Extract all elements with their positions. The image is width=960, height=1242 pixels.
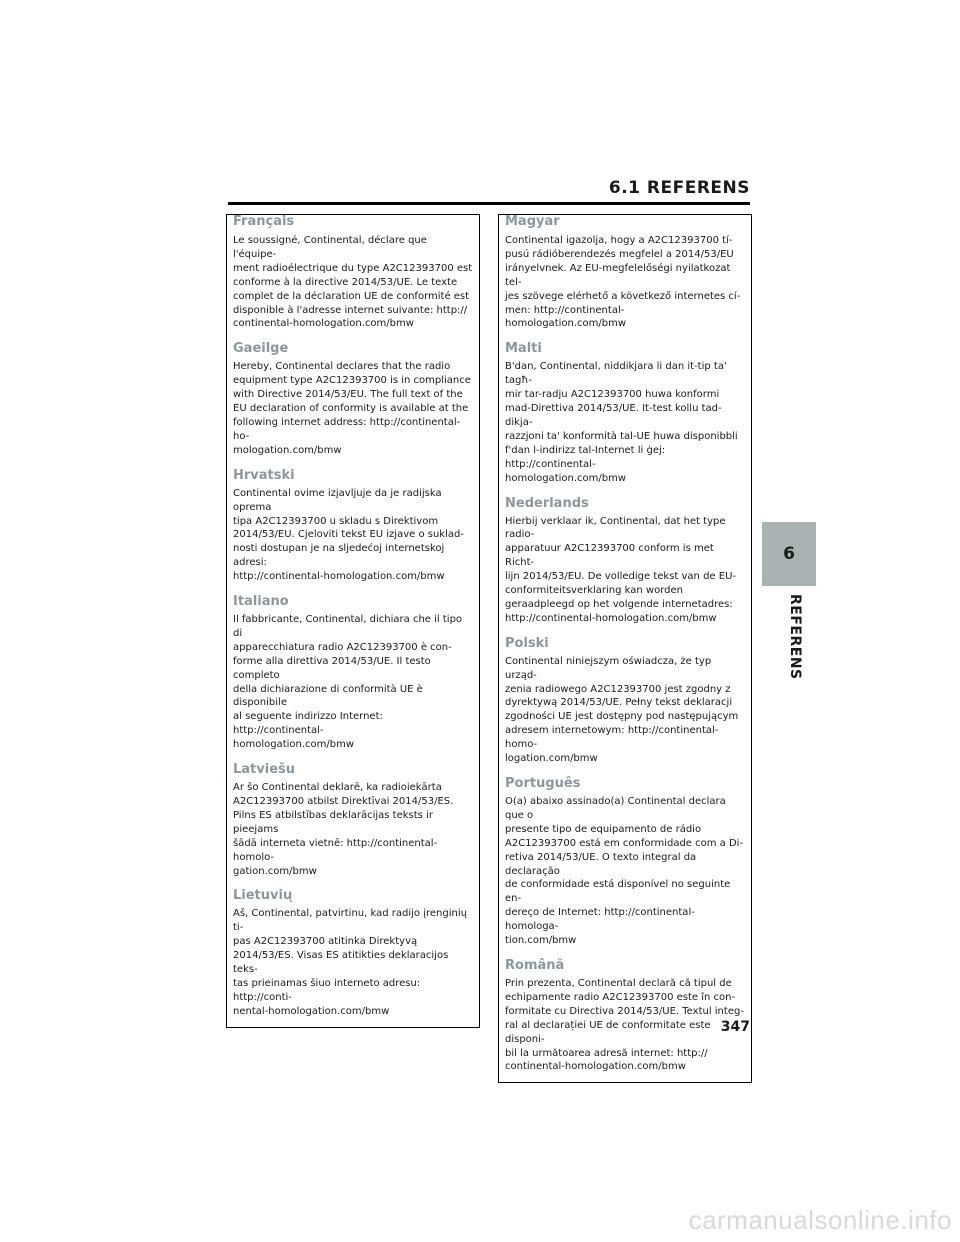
left-column — [226, 214, 480, 1028]
header-rule — [228, 202, 750, 205]
right-column — [498, 214, 752, 1083]
section-body: O(a) abaixo assinado(a) Continental declara que o presente tipo de equipamento de rádio A2C12393700 está em conformidade com a Di- retiva 2014/53/UE. O texto integral da declaração de conformidade está disponível no seguinte en- dereço de Internet: http://continental-homologa- tion.com/bmw — [505, 796, 744, 947]
watermark: carmanualsonline.info — [688, 1205, 952, 1235]
section-body: Prin prezenta, Continental declară că tipul de echipamente radio A2C12393700 este în con- formitate cu Directiva 2014/53/UE. Textul integ- ral al declarației UE de conformitate este disponi- bil la următoarea adresă internet: http:// continental-homologation.com/bmw — [505, 977, 744, 1073]
section-portugues — [505, 776, 745, 948]
section-body: Continental niniejszym oświadcza, że typ urząd- zenia radiowego A2C12393700 jest zgodny z dyrektywą 2014/53/UE. Pełny tekst deklaracji zgodności UE jest dostępny pod następującym adresem internetowym: http://continental-homo- logation.com/bmw — [505, 655, 739, 765]
section-latviesu — [233, 762, 473, 878]
header-title: 6.1 REFERENS — [608, 178, 750, 198]
section-heading: Malti — [505, 341, 542, 357]
section-heading: Magyar — [505, 214, 560, 229]
section-heading: Italiano — [233, 594, 289, 610]
section-nederlands — [505, 496, 745, 626]
section-body: Hereby, Continental declares that the radio equipment type A2C12393700 is in compliance with Directive 2014/53/EU. The full text of the EU declaration of conformity is available at the following internet address: http://continental-ho- mologation.com/bmw — [233, 361, 471, 456]
section-body: Hierbij verklaar ik, Continental, dat het type radio- apparatuur A2C12393700 conform is met Richt- lijn 2014/53/EU. De volledige tekst van de EU- conformiteitsverklaring kan worden geraadpleegd op het volgende internetadres: http://continental-homologation.com/bmw — [505, 515, 737, 624]
section-gaeilge — [233, 341, 473, 457]
section-francais — [233, 215, 473, 331]
chapter-label: REFERENS — [787, 594, 803, 680]
section-body: B'dan, Continental, niddikjara li dan it-tip ta' tagħ- mir tar-radju A2C12393700 huwa konformi mad-Direttiva 2014/53/UE. It-test kollu tad-dikja- razzjoni ta' konformità tal-UE huwa disponibbli f'dan l-indirizz tal-Internet li ġej: http://continental- homologation.com/bmw — [505, 361, 738, 484]
chapter-tab — [762, 522, 816, 586]
section-heading: Português — [505, 776, 581, 791]
section-malti — [505, 341, 745, 485]
section-heading: Français — [233, 214, 295, 229]
section-heading: Polski — [505, 635, 549, 651]
section-body: Continental igazolja, hogy a A2C12393700 tí- pusú rádióberendezés megfelel a 2014/53/EU irányelvnek. Az EU-megfelelőségi nyilatkozat tel- jes szövege elérhető a következő internetes cí- men: http://continental-homologation.com/bmw — [505, 235, 741, 330]
section-body: Continental ovime izjavljuje da je radijska oprema tipa A2C12393700 u skladu s Direktivom 2014/53/EU. Cjeloviti tekst EU izjave o suklad- nosti dostupan je na sljedećoj internetskoj adresi: http://continental-homologation.com/bmw — [233, 487, 464, 583]
section-romana — [505, 958, 745, 1074]
section-body: Aš, Continental, patvirtinu, kad radijo įrenginių ti- pas A2C12393700 atitinka Direktyvą 2014/53/ES. Visas ES atitikties deklaracijos teks- tas prieinamas šiuo interneto adresu: http://conti- nental-homologation.com/bmw — [233, 908, 467, 1017]
section-heading: Gaeilge — [233, 341, 289, 357]
page-number: 347 — [720, 1019, 750, 1035]
section-heading: Nederlands — [505, 495, 589, 511]
section-heading: Latviešu — [233, 762, 296, 778]
section-heading: Română — [505, 957, 565, 973]
section-heading: Hrvatski — [233, 467, 295, 483]
section-body: Il fabbricante, Continental, dichiara che il tipo di apparecchiatura radio A2C12393700 è con- forme alla direttiva 2014/53/UE. Il testo completo della dichiarazione di conformità UE è disponibile al seguente indirizzo Internet: http://continental- homologation.com/bmw — [233, 614, 463, 751]
section-body: Ar šo Continental deklarē, ka radioiekārta A2C12393700 atbilst Direktīvai 2014/53/ES. Pilns ES atbilstības deklarācijas teksts ir pieejams šādā interneta vietnē: http://continental-homolo- gation.com/bmw — [233, 782, 454, 877]
section-body: Le soussigné, Continental, déclare que l'équipe- ment radioélectrique du type A2C12393700 est conforme à la directive 2014/53/UE. Le texte complet de la déclaration UE de conformité est disponible à l'adresse internet suivante: http:// continental-homologation.com/bmw — [233, 235, 473, 330]
section-magyar — [505, 215, 745, 331]
section-polski — [505, 636, 745, 766]
chapter-number: 6 — [783, 544, 795, 564]
section-hrvatski — [233, 468, 473, 584]
section-lietuviu — [233, 888, 473, 1018]
section-italiano — [233, 594, 473, 752]
section-heading: Lietuvių — [233, 888, 293, 904]
